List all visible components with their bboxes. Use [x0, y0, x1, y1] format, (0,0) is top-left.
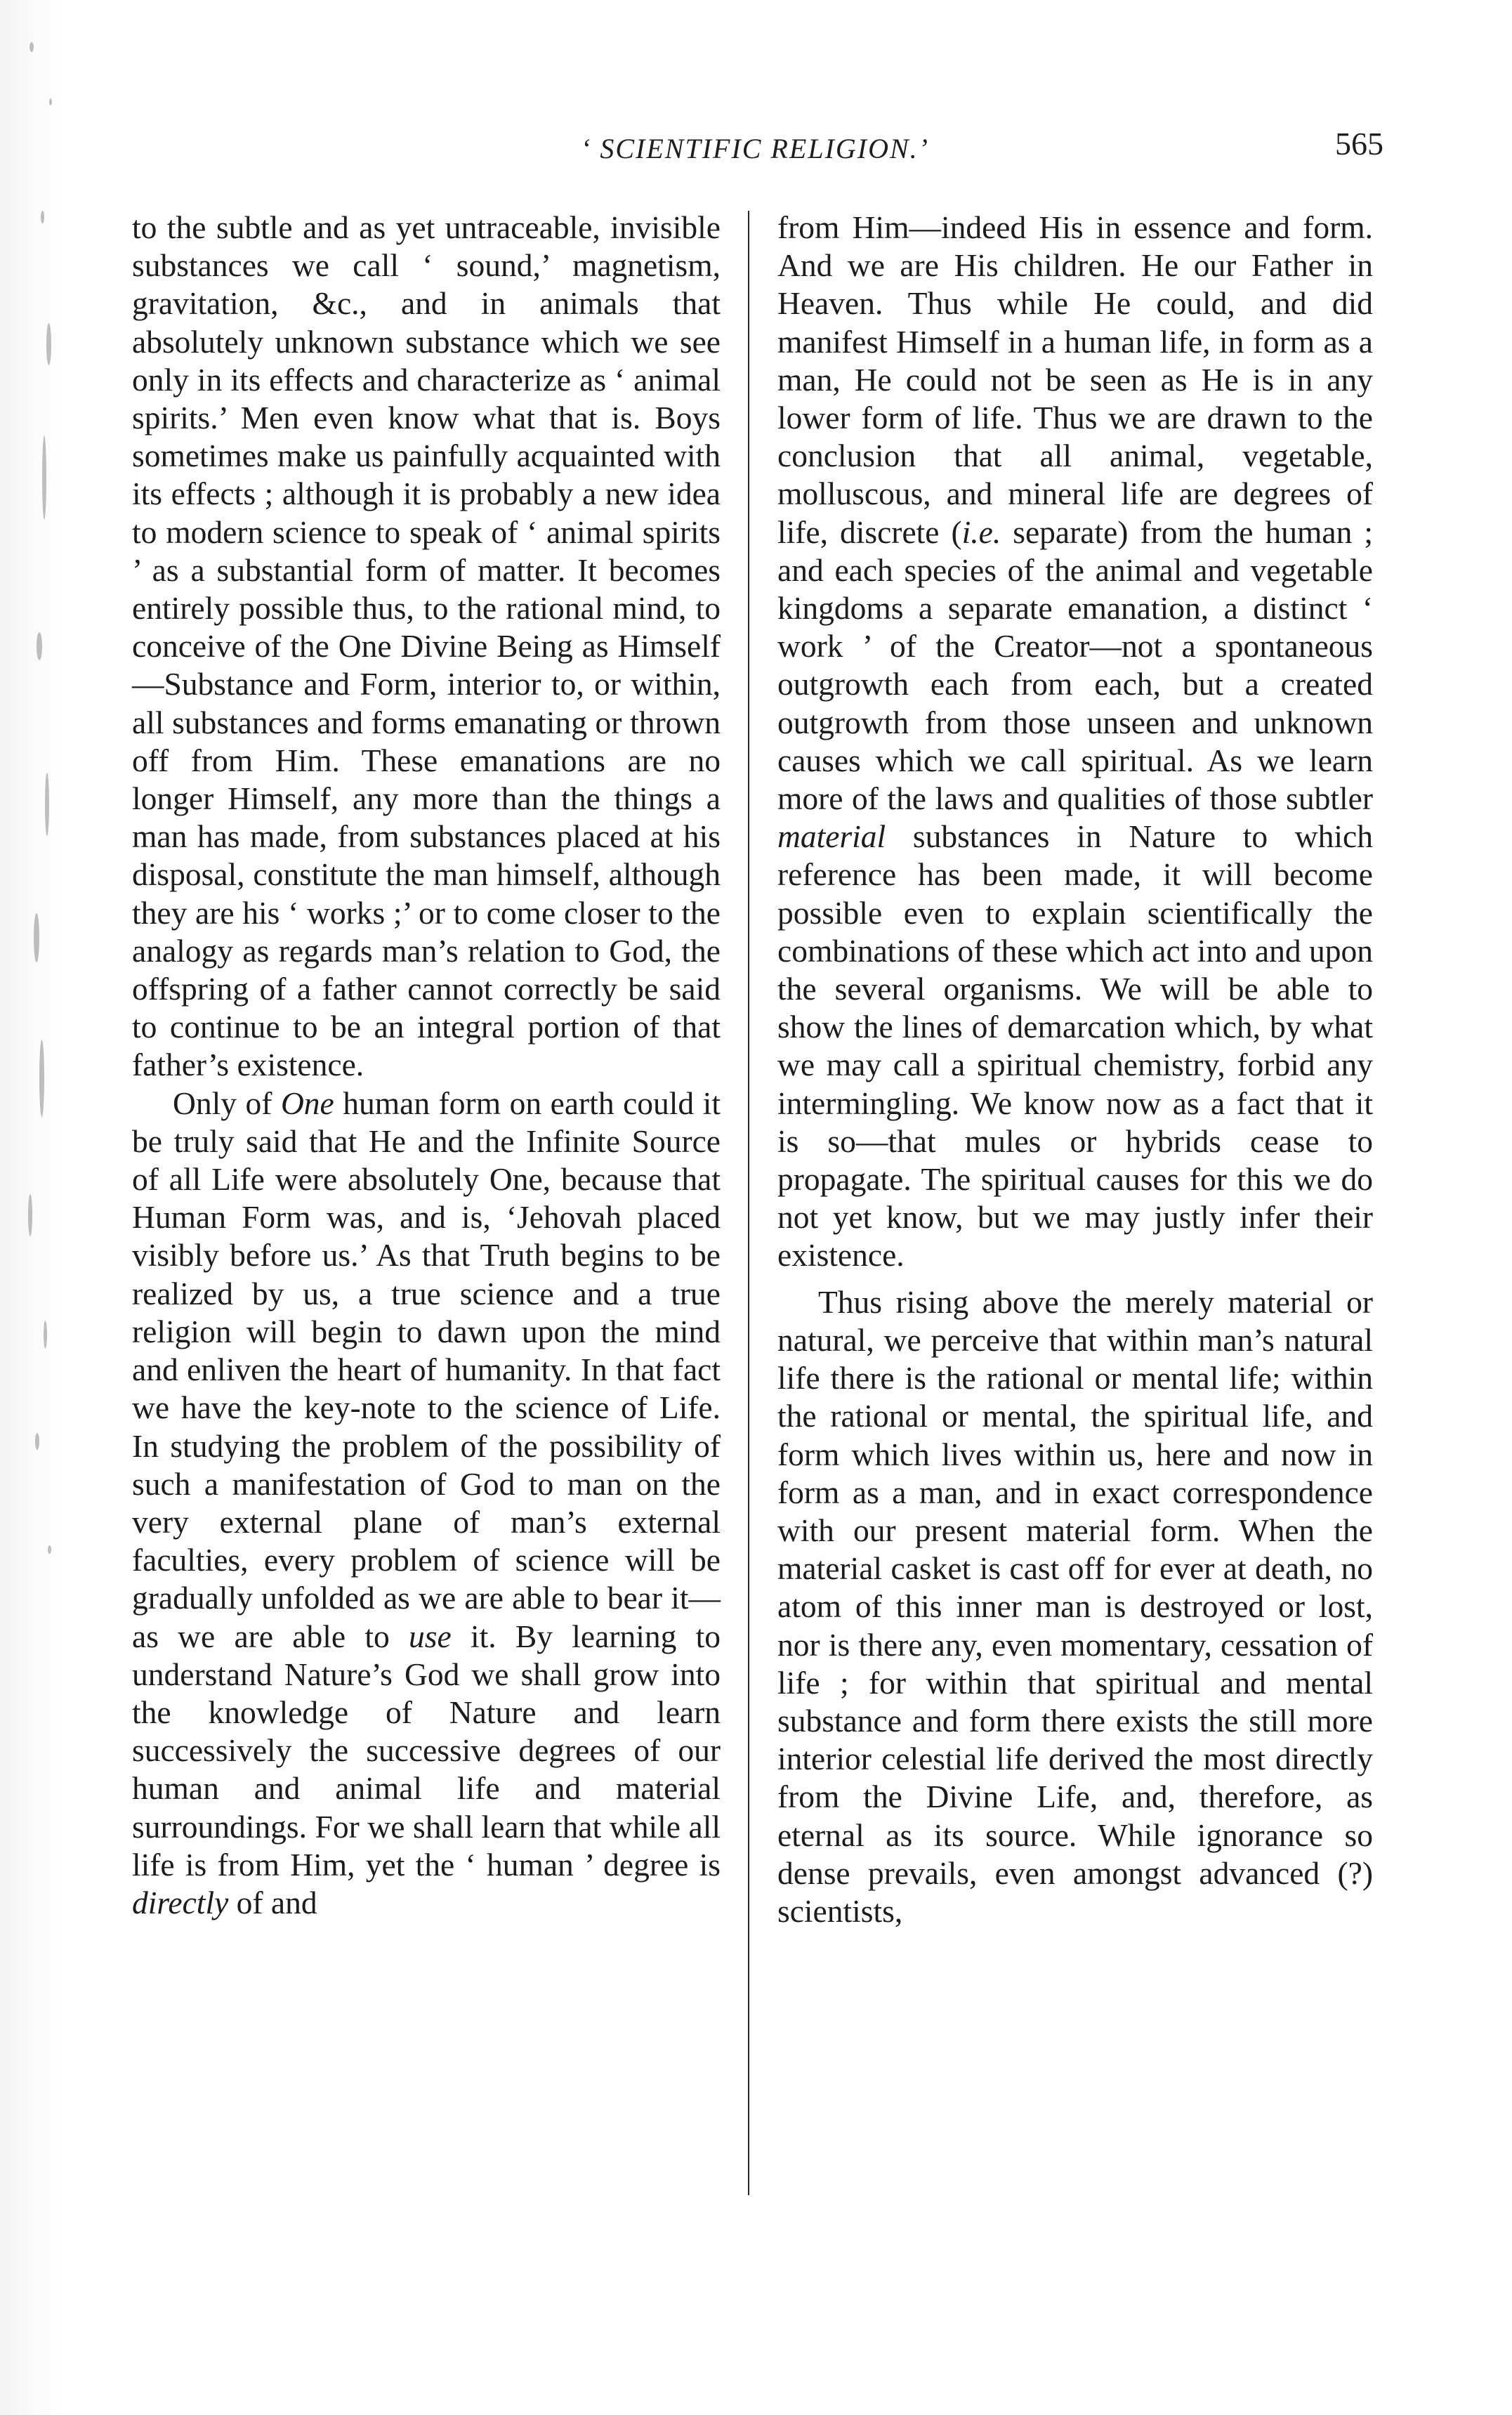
running-title: ‘ SCIENTIFIC RELIGION.’	[581, 133, 929, 164]
paragraph-text: substances in Nature to which reference has been made, it will become possible even to explain scientifically the combinations of these which act into and upon the several organisms. We will be able to show the lines of demarcation which, by what we may call a spiritual chemistry, forbid any intermingling. We know now as a fact that it is so—that mules or hybrids cease to propagate. The spiritual causes for this we do not yet know, but we may justly infer their existence.	[777, 818, 1373, 1274]
paragraph-text: from Him—indeed His in essence and form. And we are His children. He our Father in Heaven. Thus while He could, and did manifest Himself in a human life, in form as a man, He could not be seen as He is in any lower form of life. Thus we are drawn to the conclusion that all animal, vegetable, molluscous, and mineral life are degrees of life, discrete (	[777, 209, 1373, 550]
binding-speck	[29, 42, 34, 52]
paragraph	[777, 209, 1373, 1275]
paragraph-text: of and	[228, 1884, 317, 1920]
paragraph	[132, 1085, 721, 1922]
paragraph-text: it. By learning to understand Nature’s God we shall grow into the knowledge of Nature and learn successively the successive degrees of our human and animal life and material surroundings. For we shall learn that while all life is from Him, yet the ‘ human ’ degree is	[132, 1618, 721, 1883]
binding-edge	[0, 0, 67, 2415]
paragraph	[777, 1283, 1373, 1930]
page-number: 565	[1335, 126, 1383, 162]
paragraph	[132, 209, 721, 1085]
binding-speck	[48, 1545, 51, 1554]
paragraph-text: human form on earth could it be truly said that He and the Infinite Source of all Life were absolutely One, because that Human Form was, and is, ‘Jehovah placed visibly before us.’ As that Truth begins to be realized by us, a true science and a true religion will begin to dawn upon the mind and enliven the heart of humanity. In that fact we have the key-note to the science of Life. In studying the problem of the possibility of such a manifestation of God to man on the very external plane of man’s external faculties, every problem of science will be gradually unfolded as we are able to bear it—as we are able to	[132, 1085, 721, 1654]
italic-text: One	[280, 1085, 334, 1121]
paragraph-text: separate) from the human ; and each species of the animal and vegetable kingdoms a separate emanation, a distinct ‘ work ’ of the Creator—not a spontaneous outgrowth each from each, but a created outgrowth from those unseen and unknown causes which we call spiritual. As we learn more of the laws and qualities of those subtler	[777, 513, 1373, 817]
italic-text: use	[409, 1618, 452, 1654]
binding-speck	[39, 1040, 44, 1117]
binding-speck	[45, 773, 49, 836]
binding-speck	[35, 1433, 39, 1450]
italic-text: i.e.	[961, 513, 1001, 550]
paragraph-text: Only of	[173, 1085, 281, 1121]
italic-text: material	[777, 818, 886, 855]
binding-speck	[28, 1194, 32, 1236]
binding-speck	[34, 913, 39, 962]
paragraph-text: Thus rising above the merely material or natural, we perceive that within man’s natural life there is the rational or mental life; within the rational or mental, the spiritual life, and form which lives within us, here and now in form as a man, and in exact correspondence with our present material form. When the material casket is cast off for ever at death, no atom of this inner man is destroyed or lost, nor is there any, even momentary, cessation of life ; for within that spiritual and mental substance and form there exists the still more interior celestial life derived the most directly from the Divine Life, and, therefore, as eternal as its source. While ignorance so dense prevails, even amongst advanced (?) scientists,	[777, 1283, 1373, 1929]
italic-text: directly	[132, 1884, 229, 1920]
paragraph-text: to the subtle and as yet untraceable, invisible substances we call ‘ sound,’ magnetism, gravitation, &c., and in animals that absolutely unknown substance which we see only in its effects and characterize as ‘ animal spirits.’ Men even know what that is. Boys sometimes make us painfully acquainted with its effects ; although it is probably a new idea to modern science to speak of ‘ animal spirits ’ as a substantial form of matter. It becomes entirely possible thus, to the rational mind, to conceive of the One Divine Being as Himself—Substance and Form, interior to, or within, all substances and forms emanating or thrown off from Him. These emanations are no longer Himself, any more than the things a man has made, from substances placed at his disposal, constitute the man himself, although they are his ‘ works ;’ or to come closer to the analogy as regards man’s relation to God, the offspring of a father cannot correctly be said to continue to be an integral portion of that father’s existence.	[132, 209, 721, 1083]
right-column	[777, 209, 1373, 1930]
column-divider	[748, 211, 749, 2195]
binding-speck	[46, 323, 51, 365]
binding-speck	[41, 211, 44, 223]
binding-speck	[44, 1321, 47, 1349]
binding-speck	[37, 632, 42, 660]
binding-speck	[42, 436, 46, 520]
left-column	[132, 209, 721, 1922]
binding-speck	[49, 98, 52, 105]
